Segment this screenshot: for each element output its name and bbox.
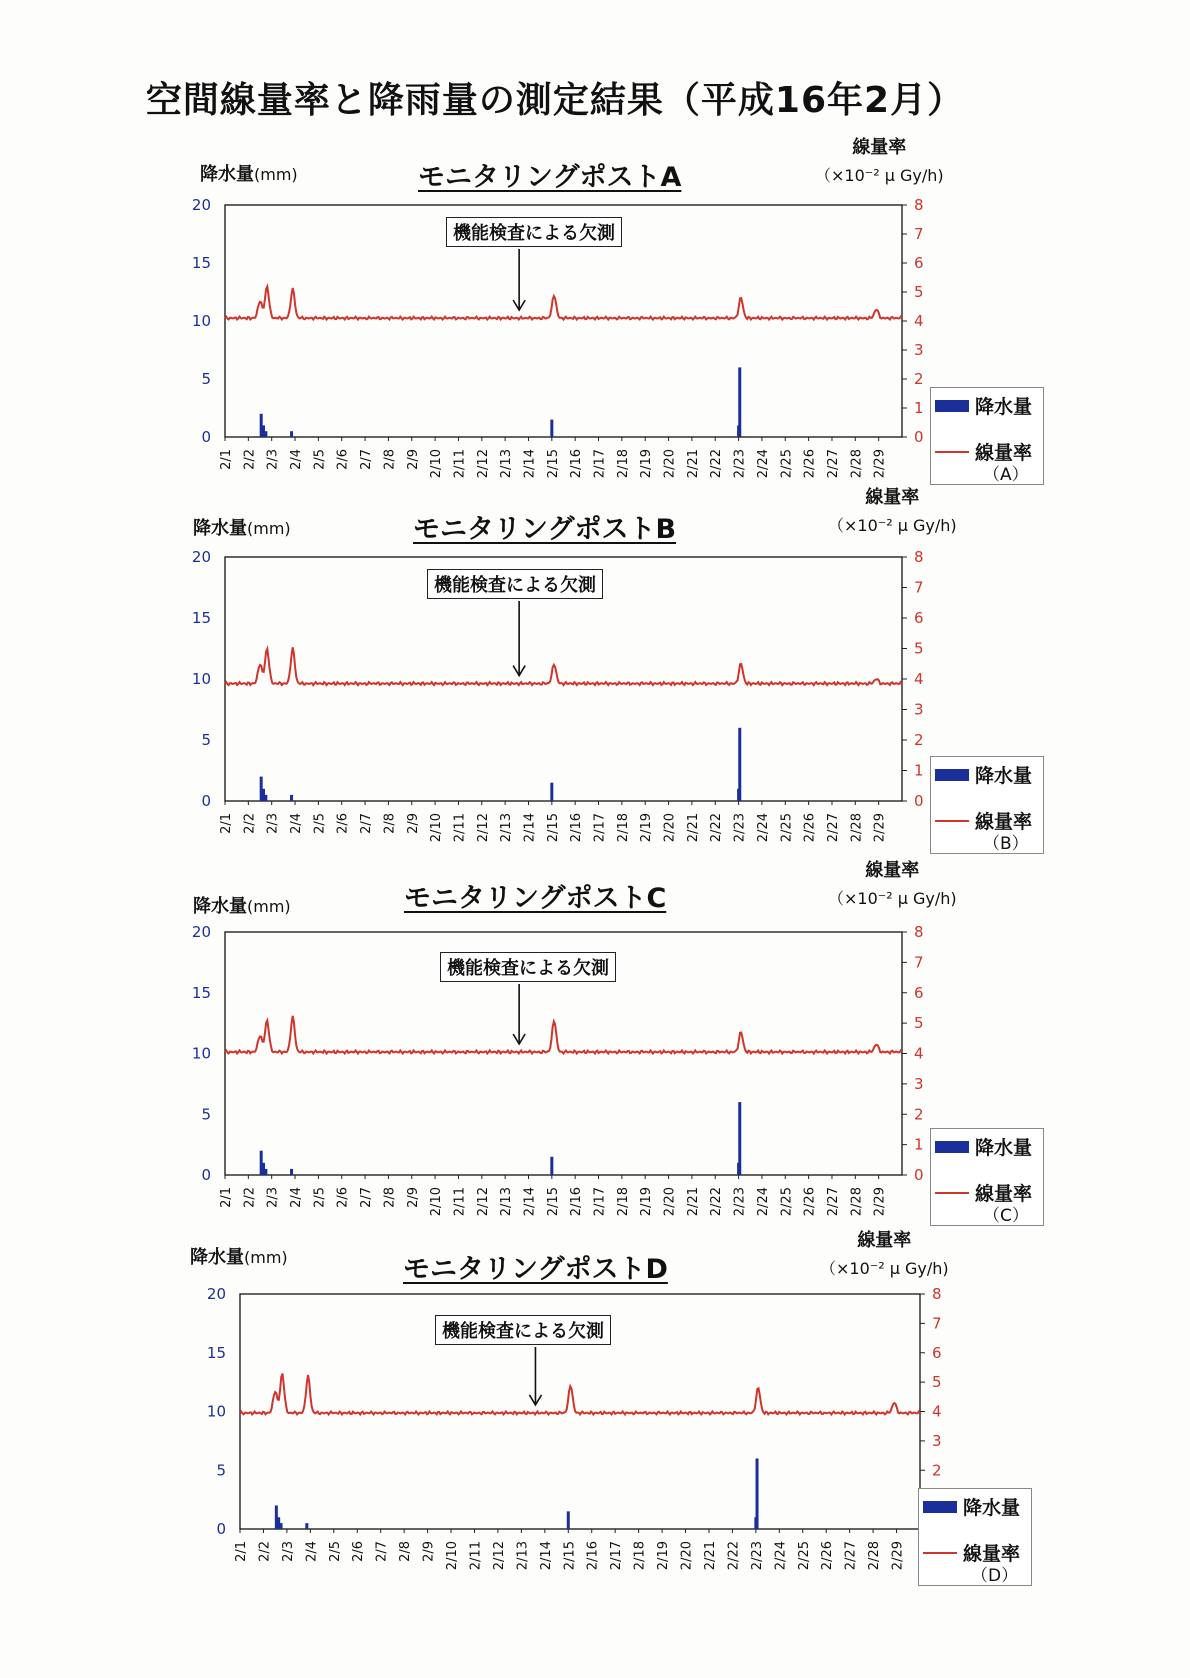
rain-bar — [260, 414, 263, 437]
x-tick-label: 2/1 — [234, 1541, 249, 1562]
x-tick-label: 2/8 — [398, 1541, 414, 1562]
x-tick-label: 2/18 — [615, 449, 631, 479]
right-tick-label: 6 — [932, 1343, 942, 1362]
x-tick-label: 2/7 — [359, 449, 375, 470]
x-tick-label: 2/22 — [726, 1541, 742, 1571]
x-tick-label: 2/12 — [475, 1187, 491, 1217]
legend-rain-label: 降水量 — [963, 1497, 1021, 1519]
right-tick-label: 8 — [914, 196, 924, 214]
right-tick-label: 3 — [932, 1431, 942, 1450]
left-tick-label: 0 — [201, 428, 211, 446]
rain-bar — [290, 795, 293, 801]
rain-bar — [260, 1151, 263, 1175]
x-tick-label: 2/5 — [327, 1541, 343, 1562]
left-tick-label: 20 — [191, 923, 211, 941]
x-tick-label: 2/8 — [382, 449, 398, 470]
right-axis-title: 線量率 — [865, 487, 920, 508]
x-tick-label: 2/7 — [359, 1187, 375, 1208]
x-tick-label: 2/2 — [257, 1541, 273, 1562]
legend-post-id: （B） — [983, 834, 1029, 854]
right-axis-label — [828, 856, 957, 909]
x-tick-label: 2/14 — [538, 1541, 554, 1571]
left-axis-label — [193, 892, 291, 918]
rain-bar — [737, 789, 740, 801]
x-tick-label: 2/25 — [779, 449, 795, 479]
x-tick-label: 2/2 — [242, 1187, 258, 1208]
right-tick-label: 7 — [914, 225, 924, 243]
x-tick-label: 2/11 — [452, 449, 468, 479]
chart-legend — [930, 1128, 1044, 1226]
x-tick-label: 2/20 — [662, 449, 678, 479]
left-axis-unit: (mm) — [244, 1248, 288, 1267]
x-tick-label: 2/13 — [499, 449, 515, 479]
x-tick-label: 2/9 — [405, 813, 421, 834]
left-tick-label: 5 — [216, 1461, 226, 1480]
rain-bar — [550, 1157, 553, 1175]
left-tick-label: 0 — [216, 1520, 226, 1538]
legend-dose-label: 線量率 — [963, 1543, 1021, 1565]
x-tick-label: 2/2 — [242, 449, 258, 470]
rain-bar — [290, 431, 293, 437]
left-tick-label: 15 — [191, 609, 211, 627]
rain-bar — [738, 367, 741, 437]
x-tick-label: 2/29 — [872, 449, 888, 479]
x-tick-label: 2/16 — [569, 813, 585, 843]
x-tick-label: 2/6 — [335, 1187, 351, 1208]
x-tick-label: 2/4 — [289, 449, 305, 470]
x-tick-label: 2/14 — [522, 813, 538, 843]
right-tick-label: 1 — [914, 761, 924, 780]
rain-bar — [262, 1163, 265, 1175]
right-tick-label: 2 — [932, 1461, 942, 1480]
left-axis-unit: (mm) — [247, 897, 291, 916]
x-tick-label: 2/3 — [280, 1541, 296, 1562]
x-tick-label: 2/4 — [289, 1187, 305, 1208]
right-axis-title: 線量率 — [865, 860, 920, 881]
right-tick-label: 4 — [914, 1044, 924, 1063]
x-tick-label: 2/26 — [802, 449, 818, 479]
legend-dose-label: 線量率 — [975, 442, 1033, 464]
right-axis-label — [815, 133, 944, 186]
legend-dose-swatch — [935, 1192, 969, 1194]
x-tick-label: 2/27 — [825, 1187, 841, 1217]
x-tick-label: 2/21 — [685, 813, 701, 843]
x-tick-label: 2/1 — [219, 449, 234, 470]
rain-bar — [550, 420, 553, 437]
rain-bar — [264, 431, 267, 437]
x-tick-label: 2/20 — [679, 1541, 695, 1571]
x-tick-label: 2/18 — [615, 1187, 631, 1217]
x-tick-label: 2/19 — [639, 449, 655, 479]
rain-bar — [738, 728, 741, 801]
legend-dose-swatch — [935, 451, 969, 453]
chart-title: モニタリングポストA — [418, 162, 682, 193]
right-tick-label: 5 — [914, 1014, 924, 1033]
right-axis-title: 線量率 — [857, 1230, 912, 1251]
legend-rain — [923, 1493, 1020, 1520]
right-tick-label: 3 — [914, 700, 924, 719]
dose-line — [225, 647, 902, 685]
right-tick-label: 2 — [914, 1105, 924, 1124]
x-tick-label: 2/6 — [335, 449, 351, 470]
legend-dose-label: 線量率 — [975, 811, 1033, 833]
right-tick-label: 6 — [914, 983, 924, 1002]
x-tick-label: 2/16 — [585, 1541, 601, 1571]
chart-legend — [930, 387, 1044, 485]
x-tick-label: 2/28 — [849, 449, 865, 479]
x-tick-label: 2/25 — [779, 1187, 795, 1217]
right-tick-label: 1 — [914, 1135, 924, 1154]
left-axis-unit: (mm) — [247, 519, 291, 538]
rain-bar — [290, 1169, 293, 1175]
x-tick-label: 2/4 — [304, 1541, 320, 1562]
rain-bar — [738, 1102, 741, 1175]
x-tick-label: 2/6 — [351, 1541, 367, 1562]
right-axis-label — [828, 483, 957, 536]
legend-dose-label: 線量率 — [975, 1183, 1033, 1205]
right-tick-label: 0 — [914, 792, 924, 810]
rain-bar — [262, 425, 265, 437]
x-tick-label: 2/2 — [242, 813, 258, 834]
rain-bar — [567, 1511, 570, 1529]
x-tick-label: 2/20 — [662, 813, 678, 843]
right-tick-label: 5 — [914, 639, 924, 658]
missing-arrow-head — [513, 666, 525, 676]
right-tick-label: 8 — [932, 1285, 942, 1303]
legend-rain-label: 降水量 — [975, 396, 1033, 418]
right-tick-label: 6 — [914, 254, 924, 272]
x-tick-label: 2/17 — [592, 813, 608, 843]
rain-bar — [277, 1517, 280, 1529]
rain-bar — [756, 1459, 759, 1530]
legend-rain — [935, 392, 1032, 419]
x-tick-label: 2/16 — [569, 449, 585, 479]
x-tick-label: 2/13 — [499, 1187, 515, 1217]
x-tick-label: 2/6 — [335, 813, 351, 834]
x-tick-label: 2/29 — [890, 1541, 906, 1571]
x-tick-label: 2/23 — [732, 1187, 748, 1217]
right-tick-label: 4 — [914, 670, 924, 688]
left-tick-label: 15 — [206, 1343, 226, 1362]
rain-bar — [275, 1506, 278, 1530]
x-tick-label: 2/24 — [755, 813, 771, 843]
x-tick-label: 2/12 — [491, 1541, 507, 1571]
x-tick-label: 2/15 — [545, 449, 561, 479]
x-tick-label: 2/25 — [779, 813, 795, 843]
left-tick-label: 15 — [191, 254, 211, 272]
x-tick-label: 2/27 — [825, 449, 841, 479]
x-tick-label: 2/20 — [662, 1187, 678, 1217]
x-tick-label: 2/18 — [632, 1541, 648, 1571]
left-axis-title: 降水量 — [200, 164, 254, 185]
right-tick-label: 7 — [914, 578, 924, 597]
x-tick-label: 2/10 — [445, 1541, 461, 1571]
right-tick-label: 4 — [932, 1402, 942, 1421]
x-tick-label: 2/28 — [849, 813, 865, 843]
x-tick-label: 2/25 — [796, 1541, 812, 1571]
x-tick-label: 2/21 — [685, 1187, 701, 1217]
x-tick-label: 2/26 — [802, 813, 818, 843]
x-tick-label: 2/28 — [867, 1541, 883, 1571]
x-tick-label: 2/22 — [709, 449, 725, 479]
right-tick-label: 8 — [914, 548, 924, 566]
x-tick-label: 2/9 — [405, 1187, 421, 1208]
right-tick-label: 8 — [914, 923, 924, 941]
x-tick-label: 2/12 — [475, 449, 491, 479]
x-tick-label: 2/5 — [312, 449, 328, 470]
left-axis-label — [190, 1243, 288, 1269]
rain-bar — [737, 425, 740, 437]
right-tick-label: 1 — [914, 399, 924, 417]
rain-bar — [754, 1517, 757, 1529]
right-tick-label: 7 — [932, 1314, 942, 1333]
right-axis-title: 線量率 — [852, 137, 907, 158]
right-tick-label: 5 — [932, 1373, 942, 1392]
left-tick-label: 0 — [201, 792, 211, 810]
right-tick-label: 7 — [914, 953, 924, 972]
x-tick-label: 2/5 — [312, 1187, 328, 1208]
x-tick-label: 2/8 — [382, 813, 398, 834]
rain-bar — [737, 1163, 740, 1175]
x-tick-label: 2/12 — [475, 813, 491, 843]
missing-data-annotation: 機能検査による欠測 — [427, 569, 603, 599]
x-tick-label: 2/27 — [843, 1541, 859, 1571]
x-tick-label: 2/24 — [755, 449, 771, 479]
rain-bar — [280, 1523, 283, 1529]
x-tick-label: 2/8 — [382, 1187, 398, 1208]
missing-arrow-head — [529, 1395, 541, 1405]
x-tick-label: 2/11 — [468, 1541, 484, 1571]
x-tick-label: 2/3 — [265, 1187, 281, 1208]
x-tick-label: 2/13 — [499, 813, 515, 843]
right-axis-unit: （×10⁻² μ Gy/h) — [828, 889, 957, 908]
chart-title: モニタリングポストB — [413, 514, 677, 545]
chart-title: モニタリングポストC — [404, 883, 667, 914]
x-tick-label: 2/26 — [820, 1541, 836, 1571]
x-tick-label: 2/14 — [522, 1187, 538, 1217]
legend-post-id: （C） — [983, 1206, 1029, 1226]
left-tick-label: 10 — [206, 1402, 226, 1421]
x-tick-label: 2/1 — [219, 813, 234, 834]
x-tick-label: 2/9 — [421, 1541, 437, 1562]
x-tick-label: 2/16 — [569, 1187, 585, 1217]
x-tick-label: 2/7 — [359, 813, 375, 834]
left-axis-label — [193, 514, 291, 540]
right-axis-unit: （×10⁻² μ Gy/h) — [820, 1259, 949, 1278]
x-tick-label: 2/10 — [429, 813, 445, 843]
left-tick-label: 15 — [191, 983, 211, 1002]
x-tick-label: 2/29 — [872, 813, 888, 843]
left-tick-label: 5 — [201, 731, 211, 749]
right-tick-label: 2 — [914, 731, 924, 749]
right-axis-label — [820, 1226, 949, 1279]
x-tick-label: 2/18 — [615, 813, 631, 843]
left-axis-title: 降水量 — [190, 1247, 244, 1268]
x-tick-label: 2/21 — [702, 1541, 718, 1571]
legend-rain-swatch — [935, 1141, 969, 1153]
right-axis-unit: （×10⁻² μ Gy/h) — [815, 166, 944, 185]
x-tick-label: 2/19 — [656, 1541, 672, 1571]
chart-legend — [930, 756, 1044, 854]
x-tick-label: 2/27 — [825, 813, 841, 843]
chart-title: モニタリングポストD — [403, 1254, 668, 1285]
left-tick-label: 10 — [191, 670, 211, 688]
legend-dose-swatch — [923, 1552, 957, 1554]
right-tick-label: 4 — [914, 312, 924, 330]
x-tick-label: 2/24 — [755, 1187, 771, 1217]
x-tick-label: 2/4 — [289, 813, 305, 834]
x-tick-label: 2/10 — [429, 1187, 445, 1217]
right-tick-label: 2 — [914, 370, 924, 388]
right-tick-label: 0 — [914, 428, 924, 446]
x-tick-label: 2/14 — [522, 449, 538, 479]
x-tick-label: 2/9 — [405, 449, 421, 470]
x-tick-label: 2/13 — [515, 1541, 531, 1571]
rain-bar — [550, 783, 553, 801]
x-tick-label: 2/10 — [429, 449, 445, 479]
missing-data-annotation: 機能検査による欠測 — [446, 217, 622, 247]
x-tick-label: 2/3 — [265, 813, 281, 834]
missing-data-annotation: 機能検査による欠測 — [440, 952, 616, 982]
left-axis-label — [200, 160, 298, 186]
x-tick-label: 2/15 — [562, 1541, 578, 1571]
missing-arrow-head — [513, 1034, 525, 1044]
right-tick-label: 0 — [914, 1166, 924, 1184]
left-tick-label: 10 — [191, 312, 211, 330]
legend-post-id: （D） — [971, 1566, 1019, 1586]
rain-bar — [262, 789, 265, 801]
missing-arrow-head — [513, 300, 525, 310]
x-tick-label: 2/15 — [545, 813, 561, 843]
legend-rain-swatch — [935, 400, 969, 412]
x-tick-label: 2/15 — [545, 1187, 561, 1217]
rain-bar — [264, 795, 267, 801]
x-tick-label: 2/17 — [609, 1541, 625, 1571]
left-tick-label: 5 — [201, 1105, 211, 1124]
left-axis-unit: (mm) — [254, 165, 298, 184]
x-tick-label: 2/23 — [732, 449, 748, 479]
x-tick-label: 2/22 — [709, 1187, 725, 1217]
x-tick-label: 2/23 — [749, 1541, 765, 1571]
page-title: 空間線量率と降雨量の測定結果（平成16年2月） — [145, 80, 965, 121]
legend-rain — [935, 761, 1032, 788]
x-tick-label: 2/24 — [773, 1541, 789, 1571]
x-tick-label: 2/1 — [219, 1187, 234, 1208]
x-tick-label: 2/26 — [802, 1187, 818, 1217]
dose-line — [240, 1374, 920, 1415]
rain-bar — [264, 1169, 267, 1175]
legend-rain — [935, 1133, 1032, 1160]
dose-line — [225, 1016, 902, 1054]
left-axis-title: 降水量 — [193, 518, 247, 539]
rain-bar — [305, 1523, 308, 1529]
left-tick-label: 0 — [201, 1166, 211, 1184]
right-tick-label: 6 — [914, 609, 924, 627]
x-tick-label: 2/11 — [452, 813, 468, 843]
left-tick-label: 20 — [191, 548, 211, 566]
legend-rain-swatch — [935, 769, 969, 781]
legend-post-id: （A） — [983, 465, 1029, 485]
right-tick-label: 3 — [914, 1074, 924, 1093]
x-tick-label: 2/21 — [685, 449, 701, 479]
x-tick-label: 2/17 — [592, 1187, 608, 1217]
x-tick-label: 2/29 — [872, 1187, 888, 1217]
right-axis-unit: （×10⁻² μ Gy/h) — [828, 516, 957, 535]
x-tick-label: 2/23 — [732, 813, 748, 843]
right-tick-label: 5 — [914, 283, 924, 301]
chart-legend — [918, 1488, 1032, 1586]
legend-rain-swatch — [923, 1501, 957, 1513]
x-tick-label: 2/5 — [312, 813, 328, 834]
left-tick-label: 10 — [191, 1044, 211, 1063]
legend-rain-label: 降水量 — [975, 1137, 1033, 1159]
x-tick-label: 2/3 — [265, 449, 281, 470]
x-tick-label: 2/19 — [639, 813, 655, 843]
x-tick-label: 2/22 — [709, 813, 725, 843]
x-tick-label: 2/11 — [452, 1187, 468, 1217]
x-tick-label: 2/19 — [639, 1187, 655, 1217]
legend-rain-label: 降水量 — [975, 765, 1033, 787]
dose-line — [225, 286, 902, 319]
rain-bar — [260, 777, 263, 801]
left-tick-label: 20 — [206, 1285, 226, 1303]
right-tick-label: 3 — [914, 341, 924, 359]
left-tick-label: 5 — [201, 370, 211, 388]
legend-dose-swatch — [935, 820, 969, 822]
x-tick-label: 2/17 — [592, 449, 608, 479]
x-tick-label: 2/7 — [374, 1541, 390, 1562]
x-tick-label: 2/28 — [849, 1187, 865, 1217]
left-tick-label: 20 — [191, 196, 211, 214]
missing-data-annotation: 機能検査による欠測 — [435, 1315, 611, 1345]
left-axis-title: 降水量 — [193, 896, 247, 917]
